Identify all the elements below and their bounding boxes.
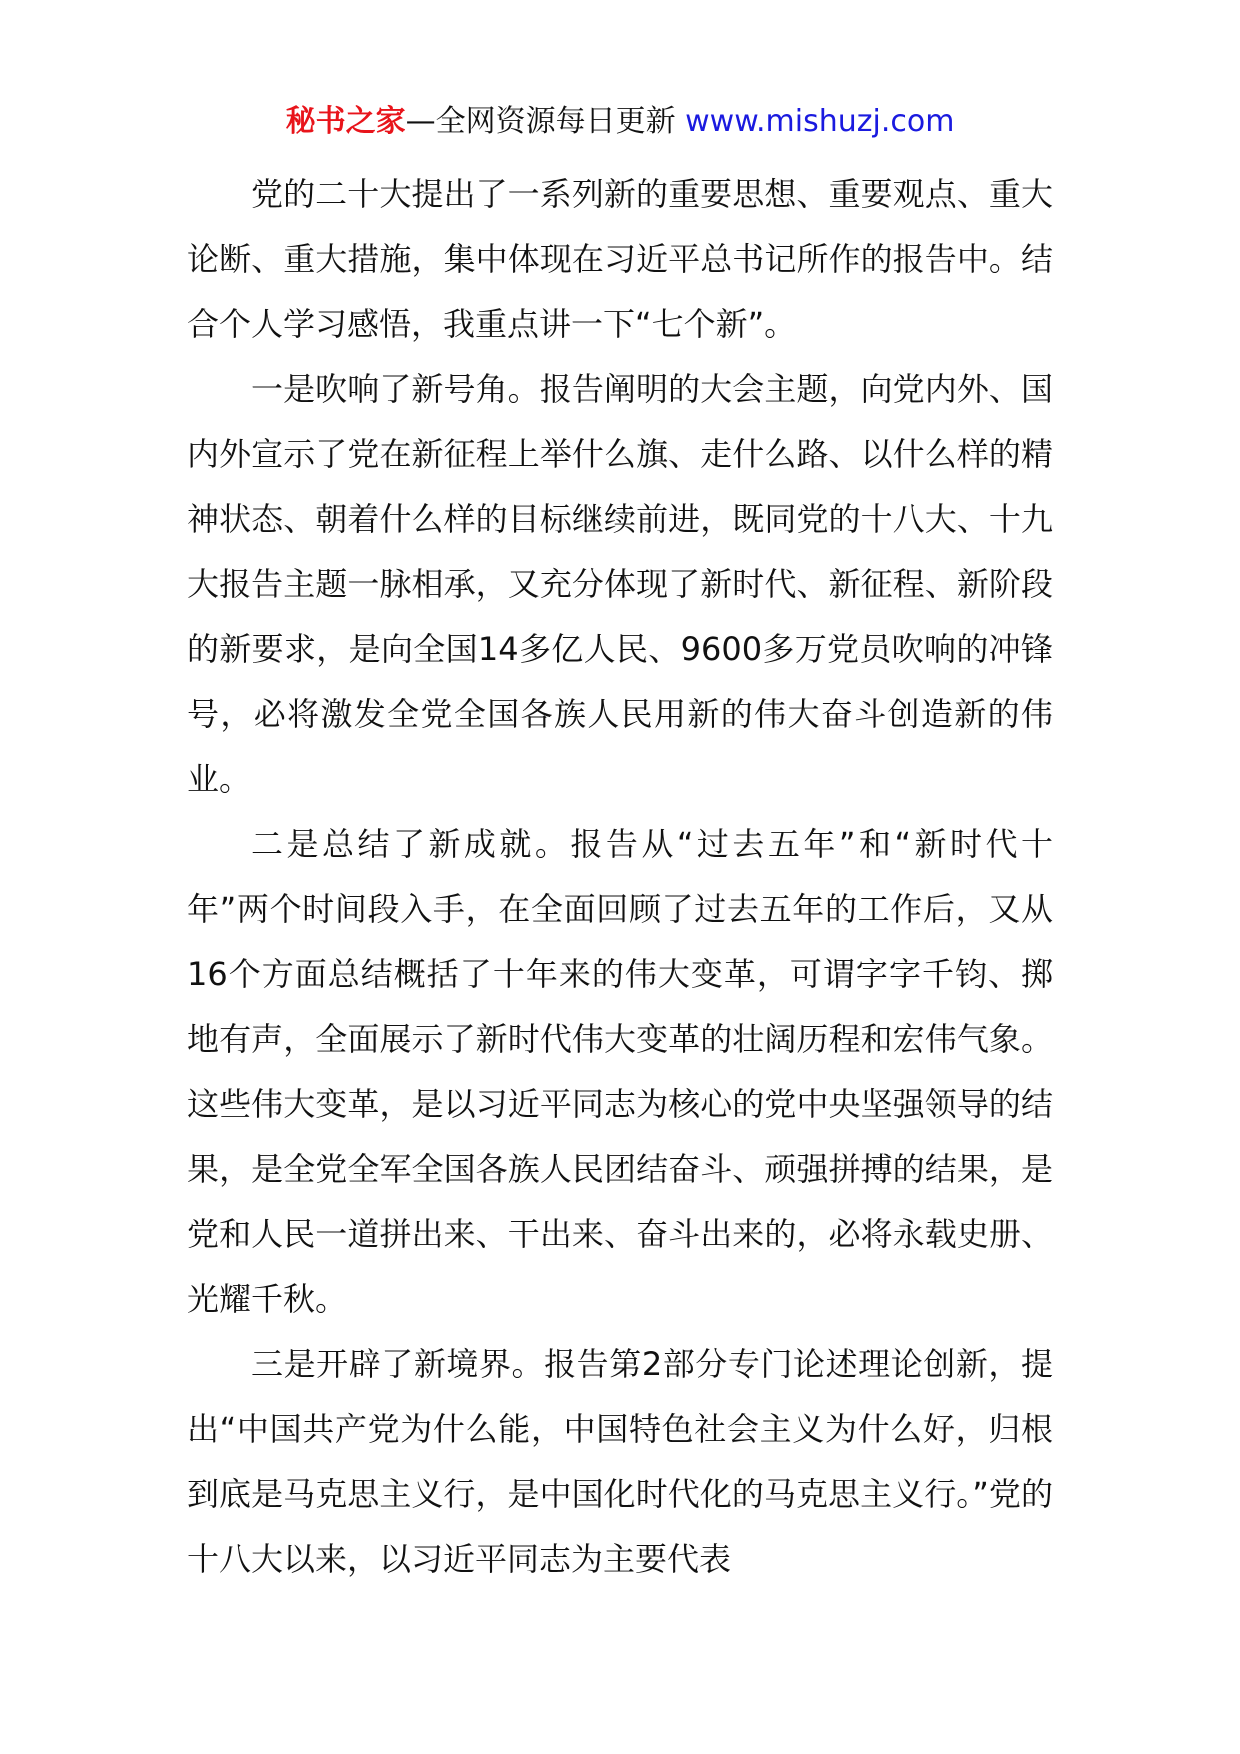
paragraph-intro: 党的二十大提出了一系列新的重要思想、重要观点、重大论断、重大措施，集中体现在习近平总书记所作的报告中。结合个人学习感悟，我重点讲一下“七个新”。 <box>187 175 1053 343</box>
paragraph-one: 一是吹响了新号角。报告阐明的大会主题，向党内外、国内外宣示了党在新征程上举什么旗、走什么路、以什么样的精神状态、朝着什么样的目标继续前进，既同党的十八大、十九大报告主题一脉相承，又充分体现了新时代、新征程、新阶段的新要求，是向全国14多亿人民、9600多万党员吹响的冲锋号，必将激发全党全国各族人民用新的伟大奋斗创造新的伟业。 <box>187 370 1053 798</box>
site-url-link[interactable]: www.mishuzj.com <box>685 104 955 139</box>
paragraph-two: 二是总结了新成就。报告从“过去五年”和“新时代十年”两个时间段入手，在全面回顾了过去五年的工作后，又从16个方面总结概括了十年来的伟大变革，可谓字字千钧、掷地有声，全面展示了新时代伟大变革的壮阔历程和宏伟气象。这些伟大变革，是以习近平同志为核心的党中央坚强领导的结果，是全党全军全国各族人民团结奋斗、顽强拼搏的结果，是党和人民一道拼出来、干出来、奋斗出来的，必将永载史册、光耀千秋。 <box>187 825 1053 1318</box>
page-header <box>0 100 1240 144</box>
header-tagline: —全网资源每日更新 <box>405 104 676 139</box>
document-body <box>187 162 1053 1592</box>
brand-name: 秘书之家 <box>285 104 406 139</box>
paragraph-three: 三是开辟了新境界。报告第2部分专门论述理论创新，提出“中国共产党为什么能，中国特色社会主义为什么好，归根到底是马克思主义行，是中国化时代化的马克思主义行。”党的十八大以来，以习近平同志为主要代表 <box>187 1345 1053 1578</box>
